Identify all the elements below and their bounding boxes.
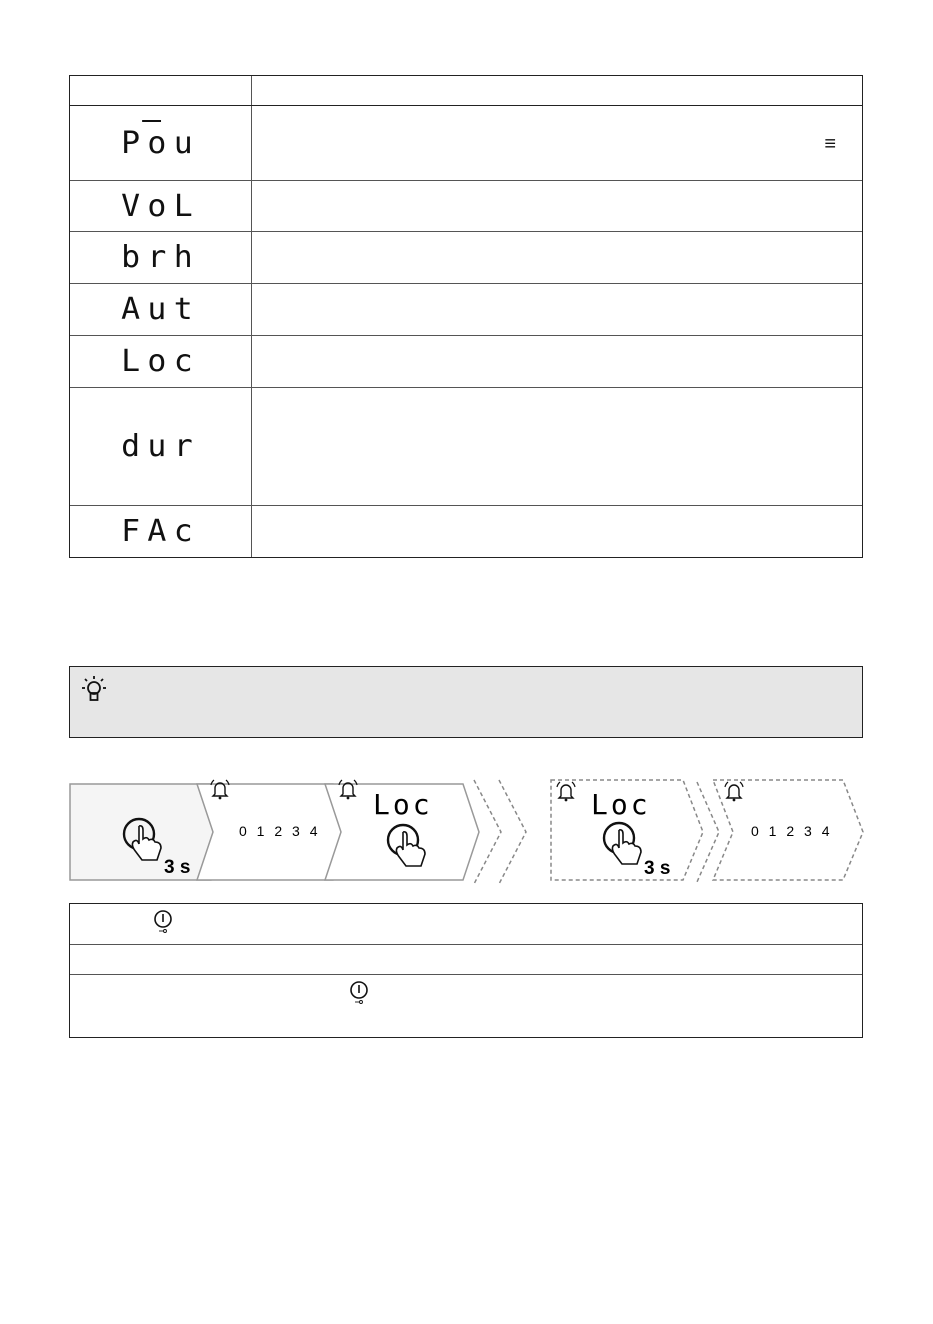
lock-sequence-diagram xyxy=(69,776,869,886)
level-digits: 0 1 2 3 4 xyxy=(239,823,321,839)
level-digits: 0 1 2 3 4 xyxy=(751,823,833,839)
menu-icon: ≡ xyxy=(824,133,836,155)
duration-label: 3 s xyxy=(164,857,191,878)
code-cell xyxy=(70,506,252,557)
code-cell xyxy=(70,388,252,505)
segment-code: FAc xyxy=(121,514,200,549)
step-panel-level-display xyxy=(197,780,349,880)
row-loc xyxy=(70,336,862,388)
row-vol xyxy=(70,181,862,232)
step-panel-loc-press xyxy=(325,780,479,880)
table-header xyxy=(70,76,862,106)
code-cell xyxy=(70,336,252,387)
segment-code xyxy=(121,126,200,161)
display-code: Loc xyxy=(591,788,651,821)
lightbulb-icon xyxy=(78,675,110,707)
code-cell xyxy=(70,181,252,231)
row-pou xyxy=(70,106,862,181)
steps-table xyxy=(69,903,863,1038)
segment-code: dur xyxy=(121,429,200,464)
row-brh xyxy=(70,232,862,284)
overline-mark xyxy=(142,120,161,122)
step-row-1 xyxy=(70,904,862,945)
settings-table xyxy=(69,75,863,558)
desc-cell xyxy=(252,232,862,283)
code-cell xyxy=(70,284,252,335)
tip-box xyxy=(69,666,863,738)
desc-cell xyxy=(252,181,862,231)
header-code-cell xyxy=(70,76,252,105)
power-key-icon xyxy=(153,910,173,934)
segment-code: Aut xyxy=(121,292,200,327)
desc-cell xyxy=(252,388,862,505)
row-aut xyxy=(70,284,862,336)
transition-chevrons xyxy=(474,780,526,884)
step-panel-unlock-press xyxy=(551,780,703,880)
desc-cell xyxy=(252,106,862,180)
row-fac xyxy=(70,506,862,557)
row-dur xyxy=(70,388,862,506)
step-row-2 xyxy=(70,945,862,975)
segment-code: Loc xyxy=(121,344,200,379)
segment-code: VoL xyxy=(121,188,200,224)
code-text: Pou xyxy=(121,125,200,161)
step-panel-level-display-final xyxy=(713,780,863,880)
segment-code: brh xyxy=(121,240,200,275)
code-cell xyxy=(70,106,252,180)
desc-cell xyxy=(252,506,862,557)
power-key-icon xyxy=(349,981,369,1005)
desc-cell xyxy=(252,336,862,387)
code-cell xyxy=(70,232,252,283)
duration-label: 3 s xyxy=(644,858,671,879)
step-row-3 xyxy=(70,975,862,1037)
header-desc-cell xyxy=(252,76,862,105)
desc-cell xyxy=(252,284,862,335)
display-code: Loc xyxy=(373,788,433,821)
